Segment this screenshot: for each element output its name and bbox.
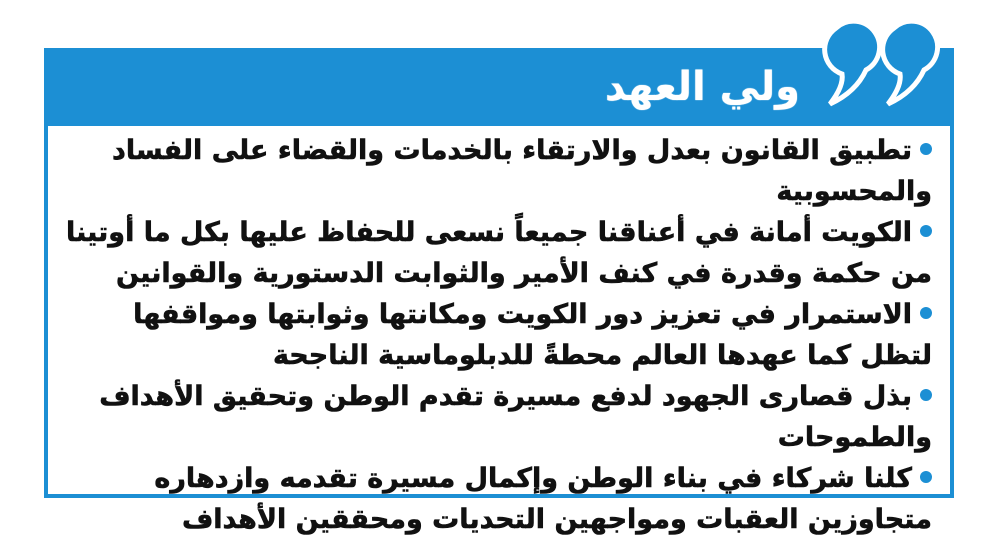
list-item (62, 294, 932, 376)
bullet-icon (920, 225, 932, 237)
list-item (62, 130, 932, 212)
point-text: تطبيق القانون بعدل والارتقاء بالخدمات والقضاء على الفساد والمحسوبية (112, 135, 932, 207)
bullet-icon (920, 389, 932, 401)
header-bar (48, 52, 950, 126)
bullet-icon (920, 307, 932, 319)
point-text: الكويت أمانة في أعناقنا جميعاً نسعى للحفاظ عليها بكل ما أوتينا من حكمة وقدرة في كنف الأمير والثوابت الدستورية والقوانين (65, 217, 932, 289)
point-text: كلنا شركاء في بناء الوطن وإكمال مسيرة تقدمه وازدهاره متجاوزين العقبات ومواجهين التحديات ومحققين الأهداف (154, 463, 932, 535)
quote-icon (806, 8, 956, 138)
list-item (62, 376, 932, 458)
list-item (62, 212, 932, 294)
point-text: الاستمرار في تعزيز دور الكويت ومكانتها وثوابتها ومواقفها لتظل كما عهدها العالم محطةً للدبلوماسية الناجحة (133, 299, 932, 371)
quote-box (44, 48, 954, 535)
bullet-icon (920, 471, 932, 483)
points-list (62, 130, 932, 535)
point-text: بذل قصارى الجهود لدفع مسيرة تقدم الوطن وتحقيق الأهداف والطموحات (99, 381, 932, 453)
bullet-icon (920, 143, 932, 155)
header-title: ولي العهد (604, 64, 800, 110)
